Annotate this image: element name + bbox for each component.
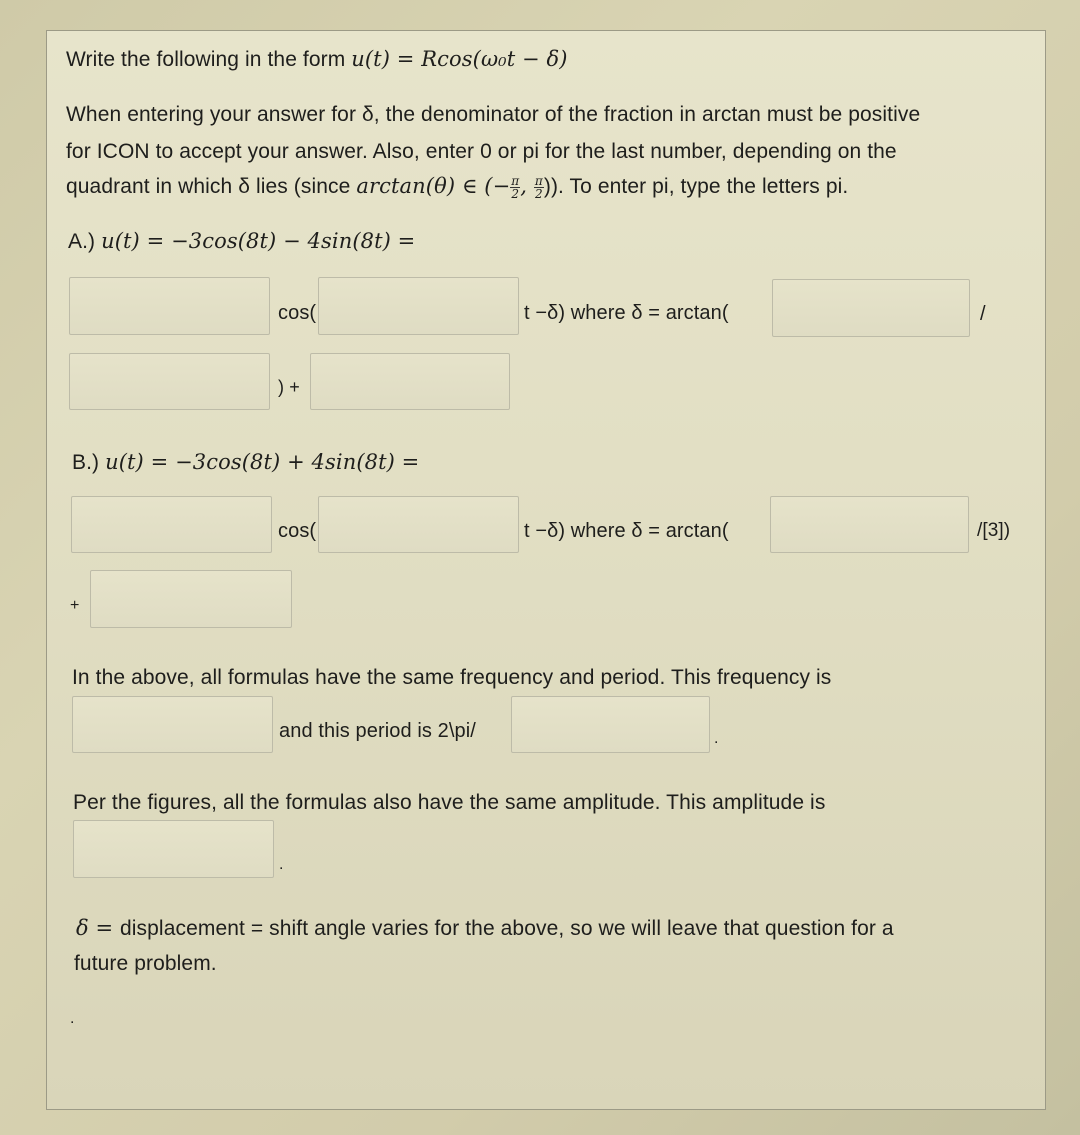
frequency-question: In the above, all formulas have the same frequency and period. This frequency is <box>72 666 832 689</box>
period-label: and this period is 2\pi/ <box>279 720 476 742</box>
form-instruction: Write the following in the form u(t) = Rcos(ω₀t − δ) <box>66 47 568 71</box>
part-a-plus-label: ) + <box>278 377 300 397</box>
part-b-delta-label: t −δ) where δ = arctan( <box>524 520 729 542</box>
note-line-2: future problem. <box>74 952 217 975</box>
part-a-amplitude-input[interactable] <box>69 277 270 335</box>
part-a-heading: A.) u(t) = −3cos(8t) − 4sin(8t) = <box>68 229 416 253</box>
part-b-arctan-numerator-input[interactable] <box>770 496 969 553</box>
part-b-heading: B.) u(t) = −3cos(8t) + 4sin(8t) = <box>72 450 420 474</box>
part-a-omega-input[interactable] <box>318 277 519 335</box>
amplitude-question: Per the figures, all the formulas also have the same amplitude. This amplitude is <box>73 791 826 814</box>
frequency-input[interactable] <box>72 696 273 753</box>
part-b-omega-input[interactable] <box>318 496 519 553</box>
trailing-dot: . <box>70 1010 75 1027</box>
part-a-quadrant-input[interactable] <box>310 353 510 410</box>
instruction-line-2: for ICON to accept your answer. Also, enter 0 or pi for the last number, depending on the <box>66 140 897 163</box>
part-b-amplitude-input[interactable] <box>71 496 272 553</box>
period-input[interactable] <box>511 696 710 753</box>
part-a-slash: / <box>980 303 986 325</box>
note-line-1: δ = displacement = shift angle varies for the above, so we will leave that question for a <box>76 916 894 940</box>
part-a-delta-label: t −δ) where δ = arctan( <box>524 302 729 324</box>
target-formula: u(t) = Rcos(ω₀t − δ) <box>351 47 568 71</box>
part-b-slash-label: /[3]) <box>977 520 1011 541</box>
part-b-plus-label: + <box>70 597 80 614</box>
instruction-line-3: quadrant in which δ lies (since arctan(θ) ∈ (− $\frac{\pi}{2}$ , $\frac{\pi}{2}$ )). To enter pi, type the letters pi. <box>66 173 849 201</box>
part-b-cos-label: cos( <box>278 520 317 542</box>
amplitude-input[interactable] <box>73 820 274 878</box>
period-dot: . <box>714 730 719 747</box>
part-a-arctan-denominator-input[interactable] <box>69 353 270 410</box>
instruction-line-1: When entering your answer for δ, the denominator of the fraction in arctan must be positive <box>66 103 921 126</box>
amplitude-dot: . <box>279 856 284 873</box>
part-b-quadrant-input[interactable] <box>90 570 292 628</box>
part-a-arctan-numerator-input[interactable] <box>772 279 970 337</box>
part-a-cos-label: cos( <box>278 302 317 324</box>
